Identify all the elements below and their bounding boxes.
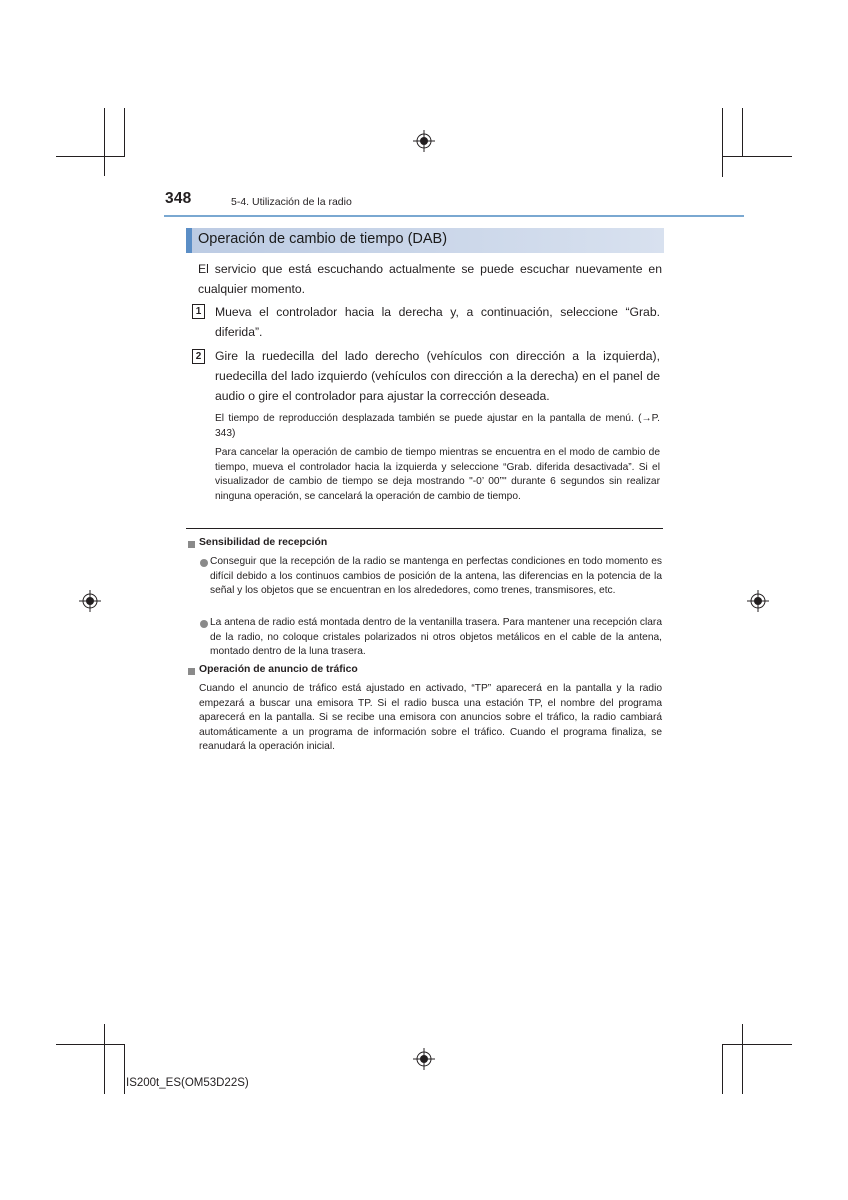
crop-mark [722,1044,792,1045]
crop-mark [742,1024,743,1044]
step-number-badge: 1 [192,304,205,319]
crop-mark [742,108,743,157]
subsection-title: Operación de anuncio de tráfico [199,664,358,675]
subsection-text: Cuando el anuncio de tráfico está ajustado en activado, “TP” aparecerá en la pantalla y la radio empezará a buscar una emisora TP. Si el radio busca una estación TP, el nombre del programa aparecerá en la pantalla. Si se recibe una emisora con anuncios sobre el tráfico, la radio cambiará automáticamente a un programa de información sobre el tráfico. Cuando el programa finaliza, se reanudará la operación inicial. [199,683,662,752]
square-bullet-icon [188,541,195,548]
registration-mark-icon [747,590,769,612]
crop-mark [104,156,105,176]
crop-mark [722,156,792,157]
heading-accent [186,228,192,253]
note-paragraph: Para cancelar la operación de cambio de tiempo mientras se encuentra en el modo de cambio de tiempo, mueva el controlador hacia la izquierda y seleccione “Grab. diferida desactivada”. Si el visualizador de cambio de tiempo se deja mostrando "-0’ 00”" durante 6 segundos sin realizar ninguna operación, se cancelará la operación de cambio de tiempo. [215,447,660,502]
registration-mark-icon [413,1048,435,1070]
crop-mark [104,108,105,157]
crop-mark [124,1044,125,1094]
crop-mark [56,1044,125,1045]
subsection-title: Sensibilidad de recepción [199,537,328,548]
step-text: Gire la ruedecilla del lado derecho (vehículos con dirección a la izquierda), ruedecilla del lado izquierdo (vehículos con dirección a la derecha) en el panel de audio o gire el controlador para ajustar la corrección deseada. [215,349,660,403]
bullet-text: La antena de radio está montada dentro de la ventanilla trasera. Para mantener una recepción clara de la radio, no coloque cristales polarizados ni otros objetos metálicos en el cable de la antena, montado dentro de la luna trasera. [210,617,662,657]
crop-mark [56,156,125,157]
bullet-text: Conseguir que la recepción de la radio se mantenga en perfectas condiciones en todo momento es difícil debido a los continuos cambios de posición de la antena, las diferencias en la potencia de la señal y los objetos que se encuentran en los alrededores, como trenes, transmisores, etc. [210,556,662,596]
square-bullet-icon [188,668,195,675]
crop-mark [722,108,723,177]
crop-mark [124,108,125,157]
intro-paragraph: El servicio que está escuchando actualmente se puede escuchar nuevamente en cualquier momento. [198,262,662,296]
page-number: 348 [165,190,192,207]
registration-mark-icon [413,130,435,152]
note-paragraph: El tiempo de reproducción desplazada también se puede ajustar en la pantalla de menú. (→P. 343) [215,413,660,439]
circle-bullet-icon [200,559,208,567]
crop-mark [742,1044,743,1094]
step-text: Mueva el controlador hacia la derecha y, a continuación, seleccione “Grab. diferida”. [215,305,660,339]
step-number-badge: 2 [192,349,205,364]
registration-mark-icon [79,590,101,612]
section-divider [186,528,663,529]
crop-mark [104,1024,105,1094]
page-heading: Operación de cambio de tiempo (DAB) [198,231,448,247]
section-title: 5-4. Utilización de la radio [231,196,352,208]
crop-mark [722,1044,723,1094]
header-rule [164,215,744,217]
document-code: IS200t_ES(OM53D22S) [126,1077,249,1089]
circle-bullet-icon [200,620,208,628]
